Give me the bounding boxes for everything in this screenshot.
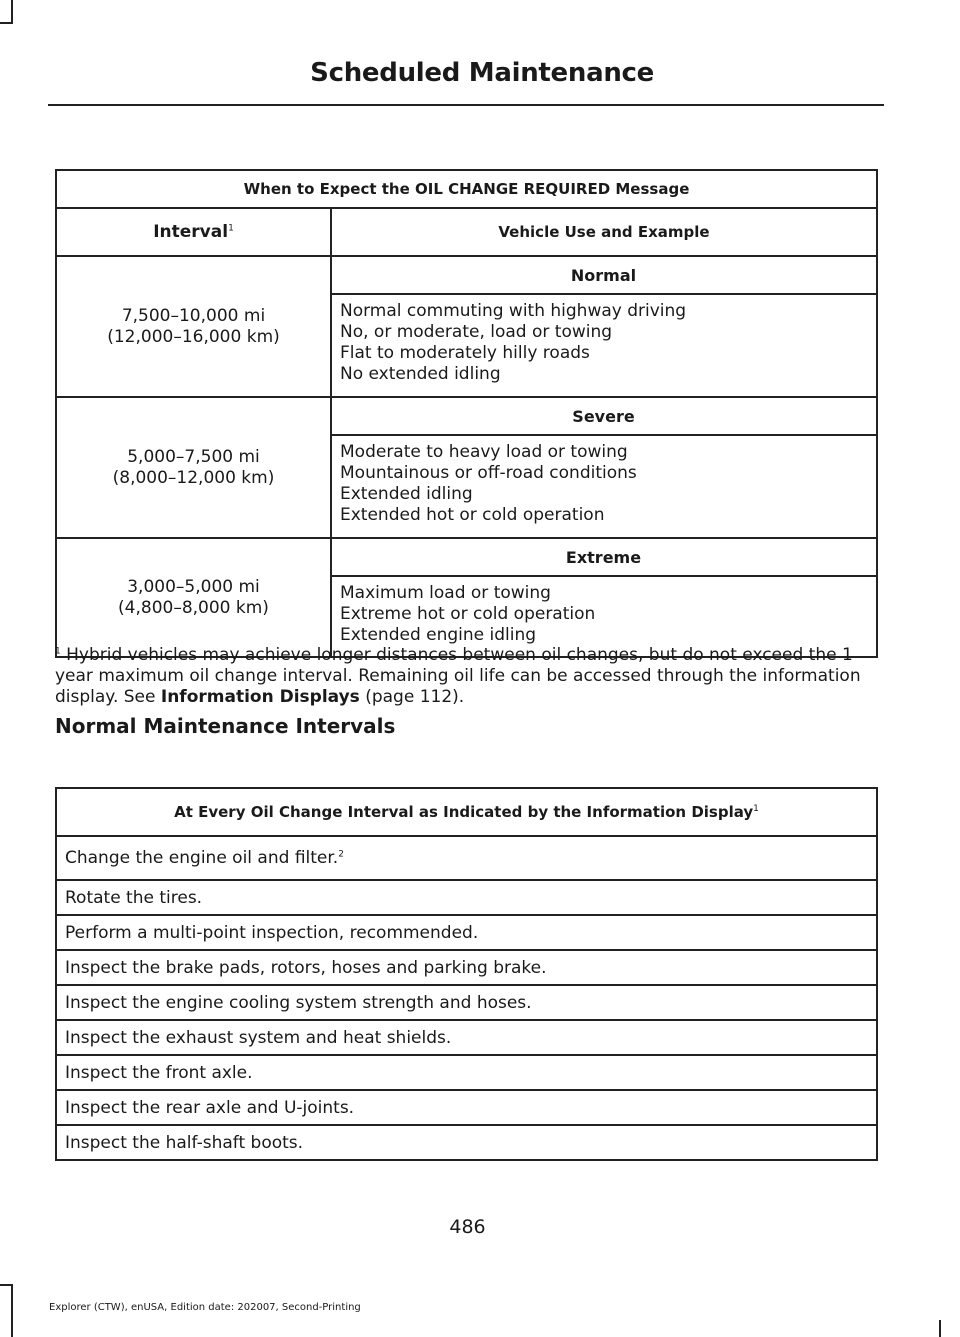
maint-header-label: At Every Oil Change Interval as Indicated by the Information Display: [174, 803, 754, 821]
example-line: No extended idling: [340, 364, 501, 384]
interval-km: (8,000–12,000 km): [112, 467, 275, 488]
condition-severe: Severe: [331, 397, 877, 435]
example-line: Extended hot or cold operation: [340, 505, 605, 525]
crop-mark: [939, 1320, 941, 1337]
example-line: Mountainous or off-road conditions: [340, 463, 637, 483]
example-line: Extreme hot or cold operation: [340, 604, 596, 624]
interval-header-label: Interval: [153, 221, 229, 242]
footnote-ref: 2: [338, 849, 344, 860]
example-line: Normal commuting with highway driving: [340, 301, 687, 321]
interval-miles: 7,500–10,000 mi: [121, 305, 266, 326]
footnote-ref: 1: [228, 222, 234, 233]
example-line: Flat to moderately hilly roads: [340, 343, 590, 363]
page-title: Scheduled Maintenance: [310, 58, 654, 88]
maintenance-item: Inspect the engine cooling system strength and hoses.: [56, 985, 877, 1020]
crop-mark: [11, 0, 13, 22]
maintenance-item: Inspect the front axle.: [56, 1055, 877, 1090]
section-heading: Normal Maintenance Intervals: [55, 714, 396, 738]
footnote-text: Hybrid vehicles may achieve longer distances between oil changes, but do not exceed the 1 year maximum oil change interval. Remaining oil life can be accessed through the information display. See: [55, 645, 861, 707]
edition-footer: Explorer (CTW), enUSA, Edition date: 202007, Second-Printing: [49, 1302, 361, 1313]
footnote-marker: 1: [55, 646, 61, 657]
interval-miles: 3,000–5,000 mi: [127, 576, 260, 597]
condition-examples: [331, 435, 877, 538]
maintenance-item: Rotate the tires.: [56, 880, 877, 915]
condition-examples: [331, 294, 877, 397]
crop-mark: [11, 1284, 13, 1337]
crop-mark: [0, 22, 13, 24]
maintenance-item: Inspect the rear axle and U-joints.: [56, 1090, 877, 1125]
example-line: Moderate to heavy load or towing: [340, 442, 628, 462]
page-header: [48, 58, 884, 88]
maintenance-item: Inspect the exhaust system and heat shields.: [56, 1020, 877, 1055]
example-line: Extended engine idling: [340, 625, 537, 645]
table-footnote: [55, 645, 885, 708]
example-line: Maximum load or towing: [340, 583, 551, 603]
condition-normal: Normal: [331, 256, 877, 294]
crop-mark: [0, 1284, 13, 1286]
interval-column-header: [56, 208, 331, 256]
example-line: No, or moderate, load or towing: [340, 322, 613, 342]
interval-cell: [56, 397, 331, 538]
oil-change-table: [55, 169, 878, 658]
footnote-ref: 1: [753, 804, 759, 814]
maintenance-item: Inspect the half-shaft boots.: [56, 1125, 877, 1160]
oil-table-caption: When to Expect the OIL CHANGE REQUIRED Message: [56, 170, 877, 208]
vehicle-use-column-header: Vehicle Use and Example: [331, 208, 877, 256]
interval-km: (4,800–8,000 km): [118, 597, 269, 618]
maintenance-item: [56, 836, 877, 880]
maintenance-item-text: Change the engine oil and filter.: [65, 848, 339, 868]
interval-miles: 5,000–7,500 mi: [127, 446, 260, 467]
maintenance-item: Inspect the brake pads, rotors, hoses and parking brake.: [56, 950, 877, 985]
footnote-page-ref: (page 112).: [359, 687, 465, 707]
header-rule: [48, 104, 884, 106]
interval-cell: [56, 538, 331, 657]
example-line: Extended idling: [340, 484, 473, 504]
maintenance-item: Perform a multi-point inspection, recommended.: [56, 915, 877, 950]
interval-km: (12,000–16,000 km): [107, 326, 280, 347]
maint-table-header: [56, 788, 877, 836]
maintenance-intervals-table: [55, 787, 878, 1161]
page-number: 486: [449, 1216, 486, 1238]
condition-extreme: Extreme: [331, 538, 877, 576]
interval-cell: [56, 256, 331, 397]
information-displays-reference[interactable]: Information Displays: [160, 687, 360, 707]
